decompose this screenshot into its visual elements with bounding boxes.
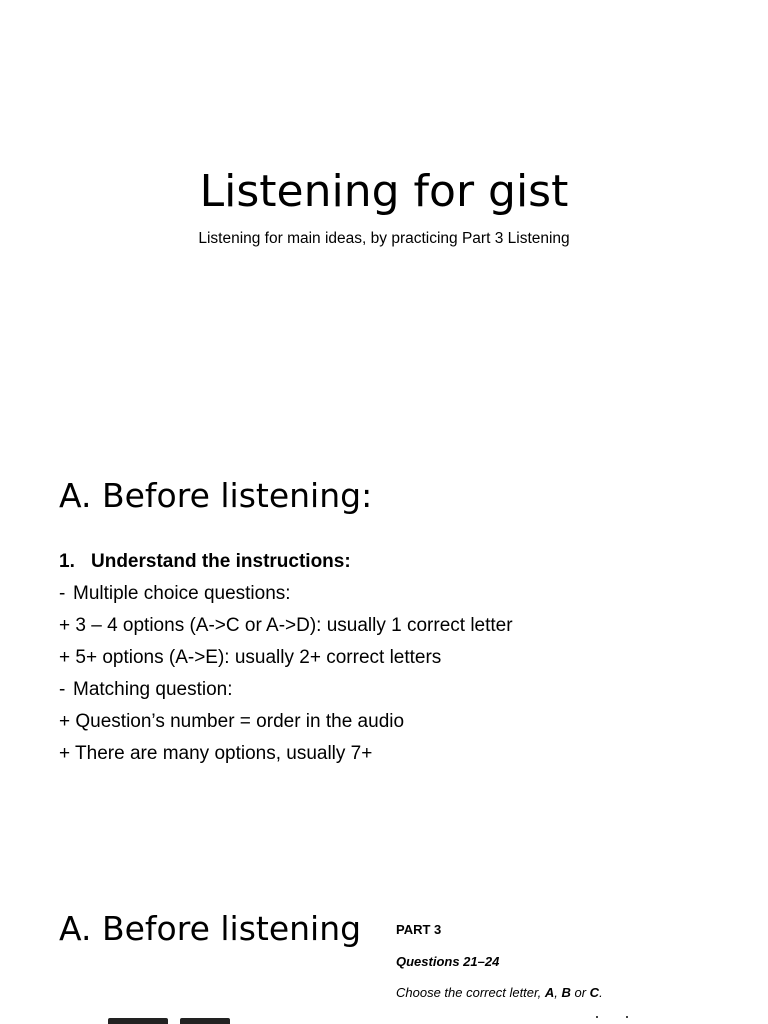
content-line-multiple-choice xyxy=(59,578,513,610)
instruction-suffix: . xyxy=(599,985,603,1000)
line-text: There are many options, usually 7+ xyxy=(75,743,373,764)
dash-bullet: - xyxy=(59,583,66,604)
slide1-subtitle: Listening for main ideas, by practicing Part 3 Listening xyxy=(198,230,570,247)
content-line-3-4-options xyxy=(59,610,513,642)
content-line-matching xyxy=(59,674,513,706)
sheet-part-label: PART 3 xyxy=(396,922,442,937)
numbered-item xyxy=(59,546,513,578)
instruction-sep-1: , xyxy=(554,985,562,1000)
item-text: Understand the instructions: xyxy=(91,551,351,572)
question-sheet-image xyxy=(370,910,768,1024)
slide3-heading: A. Before listening xyxy=(59,909,362,948)
content-line-5-options xyxy=(59,642,513,674)
slide1-title: Listening for gist xyxy=(199,166,569,217)
speck xyxy=(596,1016,598,1018)
content-line-question-number xyxy=(59,706,513,738)
line-text: Matching question: xyxy=(73,679,233,700)
line-text: 5+ options (A->E): usually 2+ correct letters xyxy=(75,647,442,668)
plus-bullet: + xyxy=(59,647,71,668)
cutoff-glyphs-2 xyxy=(180,1018,230,1024)
dash-bullet: - xyxy=(59,679,66,700)
line-text: 3 – 4 options (A->C or A->D): usually 1 correct letter xyxy=(75,615,513,636)
line-text: Multiple choice questions: xyxy=(73,583,291,604)
cutoff-text-fragment xyxy=(108,1016,248,1024)
cutoff-glyphs-1 xyxy=(108,1018,168,1024)
slide2-heading: A. Before listening: xyxy=(59,476,373,515)
line-text: Question’s number = order in the audio xyxy=(75,711,405,732)
speck xyxy=(626,1016,628,1018)
instruction-prefix: Choose the correct letter, xyxy=(396,985,545,1000)
content-line-many-options xyxy=(59,738,513,770)
item-number: 1. xyxy=(59,551,75,572)
instruction-sep-2: or xyxy=(570,985,590,1000)
letter-b: B xyxy=(561,985,571,1000)
letter-c: C xyxy=(589,985,600,1000)
sheet-specks xyxy=(596,1016,636,1020)
slide2-content xyxy=(59,546,513,770)
plus-bullet: + xyxy=(59,615,71,636)
letter-a: A xyxy=(544,985,555,1000)
sheet-instruction xyxy=(396,984,603,1002)
plus-bullet: + xyxy=(59,711,71,732)
plus-bullet: + xyxy=(59,743,71,764)
sheet-questions-label: Questions 21–24 xyxy=(396,954,500,969)
